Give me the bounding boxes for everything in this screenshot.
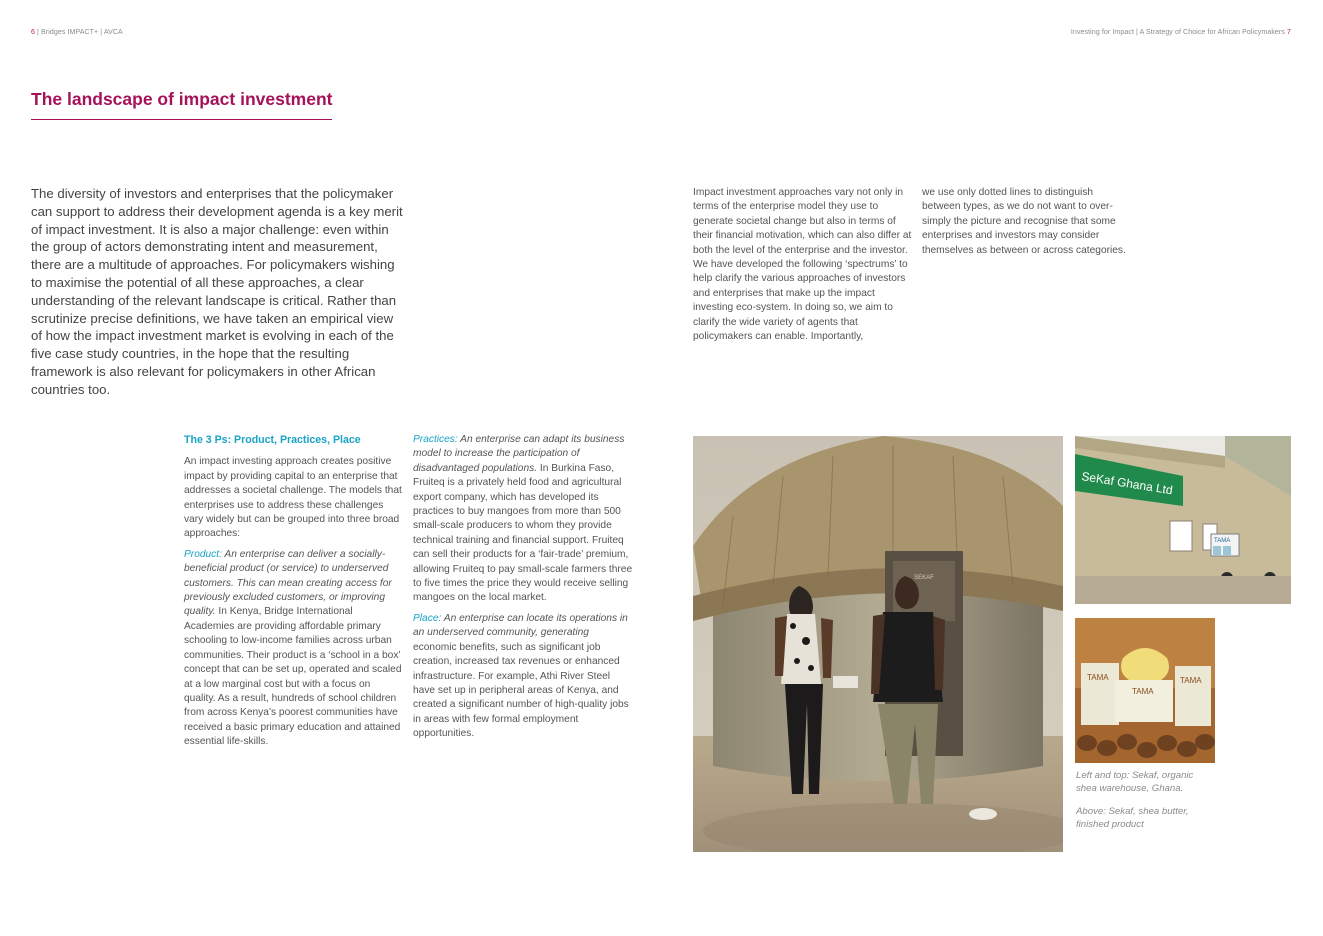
place-label: Place:: [413, 612, 442, 624]
place-paragraph: [413, 612, 633, 742]
building-sign-text: SeKaf Ghana Ltd: [1080, 469, 1174, 498]
photo-shea-butter: [1075, 618, 1215, 763]
right-intro-column-1: Impact investment approaches vary not only in terms of the enterprise model they use to generate societal change but also in terms of their financial motivation, which can also differ at both the level of the enterprise and the investor. We have developed the following ‘spectrums’ to help clarify the various approaches of investors and enterprises that make up the impact investing eco-system. In doing so, we aim to clarify the wide variety of agents that policymakers can enable. Importantly,: [693, 187, 912, 343]
caption-photo-above: Above: Sekaf, shea butter, finished product: [1076, 806, 1189, 830]
intro-paragraph: The diversity of investors and enterprises that the policymaker can support to address their development agenda is a key merit of impact investment. It is also a major challenge: even within the group of actors demonstrating intent and measurement, there are a multitude of approaches. For policymakers wishing to maximise the potential of all these approaches, a clear understanding of the relevant landscape is critical. Rather than scrutinize precise definitions, we have taken an empirical view of how the impact investment market is evolving in each of the five case study countries, in the hope that the resulting framework is also relevant for policymakers in other African countries too.: [31, 186, 403, 397]
running-title-left: | Bridges IMPACT+ | AVCA: [35, 29, 123, 36]
running-title-right: Investing for Impact | A Strategy of Choice for African Policymakers: [1070, 29, 1287, 36]
photo-sekaf-building: [1075, 436, 1291, 604]
brand-center-text: TAMA: [1132, 687, 1154, 696]
place-example: economic benefits, such as significant job creation, increased tax revenues or enhanced infrastructure. For example, Athi River Steel have set up in peripheral areas of Kenya, and created a significant number of high-quality jobs in areas with few formal employment opportunities.: [413, 641, 629, 740]
building-illustration: [1075, 436, 1291, 604]
three-ps-column-1: [184, 433, 402, 756]
brand-right-text: TAMA: [1180, 676, 1202, 685]
page-number-left: 6: [31, 29, 35, 36]
running-header-right: [1071, 29, 1291, 36]
practices-definition: An enterprise can adapt its business model to increase the participation of disadvantaged populations.: [413, 434, 625, 474]
page-number-right: 7: [1287, 29, 1291, 36]
brand-left-text: TAMA: [1087, 673, 1109, 682]
three-ps-heading: The 3 Ps: Product, Practices, Place: [184, 434, 361, 446]
product-label: Product:: [184, 548, 222, 560]
right-intro-column-2: we use only dotted lines to distinguish between types, as we do not want to over-simply the picture and recognise that some enterprises and investors may consider themselves as between or across categories.: [922, 187, 1126, 256]
place-definition: An enterprise can locate its operations in an underserved community, generating: [413, 612, 628, 639]
building-brand-text: TAMA: [1214, 538, 1231, 544]
product-example: In Kenya, Bridge International Academies are providing affordable primary schooling to low-income families across urban communities. Their product is a ‘school in a box’ concept that can be set up, operated and scaled at a low marginal cost but with a focus on quality. As a result, hundreds of school children from across Kenya’s poorest communities have received a basic primary education and attained essential life-skills.: [184, 606, 402, 748]
product-paragraph: [184, 548, 402, 750]
hut-illustration: [693, 436, 1063, 852]
running-header-left: [31, 29, 123, 36]
photo-hut-warehouse: [693, 436, 1063, 852]
practices-paragraph: [413, 433, 633, 606]
practices-example: In Burkina Faso, Fruiteq is a privately held food and agricultural export company, which has developed its practices to buy mangoes from more than 500 small-scale producers to whom they provide technical training and financial support. Fruiteq can sell their products for a ‘fair-trade’ premium, allowing Fruiteq to pay small-scale farmers three to five times the price they would receive selling mangoes on the local market.: [413, 462, 633, 604]
practices-label: Practices:: [413, 434, 458, 445]
product-definition: An enterprise can deliver a socially-beneficial product (or service) to underserved customers. This can mean creating access for previously excluded customers, or improving quality.: [184, 548, 392, 618]
three-ps-column-2: [413, 433, 633, 748]
three-ps-intro: An impact investing approach creates positive impact by providing capital to an enterprise that addresses a societal challenge. The models that enterprises use to address these challenges vary widely but can be grouped into three broad approaches:: [184, 456, 402, 540]
shea-butter-illustration: [1075, 618, 1215, 763]
page-title: The landscape of impact investment: [31, 89, 332, 120]
caption-photo-left-top: Left and top: Sekaf, organic shea warehouse, Ghana.: [1076, 770, 1194, 794]
hut-door-text: SEKAF: [914, 575, 934, 581]
